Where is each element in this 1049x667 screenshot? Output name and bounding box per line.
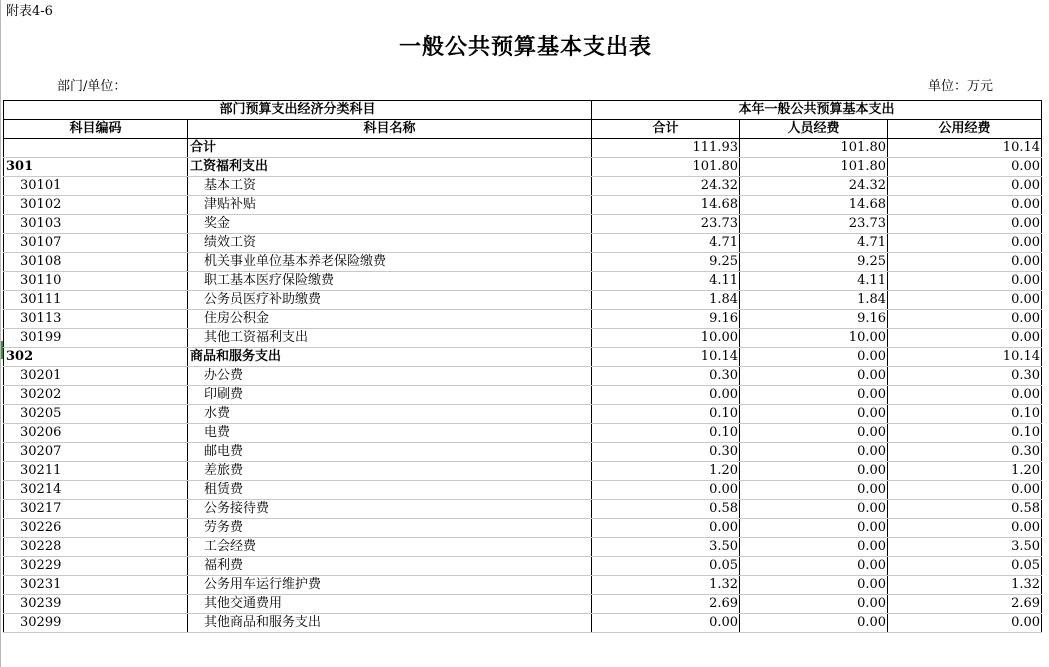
personnel-cell[interactable]: 0.00 (740, 481, 888, 500)
total-row (4, 139, 1042, 158)
personnel-cell[interactable]: 0.00 (740, 405, 888, 424)
total-cell[interactable]: 0.00 (592, 386, 740, 405)
attachment-number: 附表4-6 (6, 4, 53, 19)
personnel-cell[interactable]: 0.00 (740, 538, 888, 557)
personnel-cell[interactable]: 0.00 (740, 386, 888, 405)
code-cell[interactable]: 30107 (4, 234, 188, 253)
personnel-cell[interactable]: 0.00 (740, 424, 888, 443)
name-cell[interactable]: 基本工资 (188, 177, 592, 196)
total-amount-cell[interactable]: 111.93 (592, 139, 740, 158)
name-cell[interactable]: 住房公积金 (188, 310, 592, 329)
table-row (4, 234, 1042, 253)
public-cell[interactable]: 0.30 (888, 367, 1042, 386)
public-cell[interactable]: 0.00 (888, 253, 1042, 272)
code-cell[interactable]: 30111 (4, 291, 188, 310)
name-cell[interactable]: 公务接待费 (188, 500, 592, 519)
public-cell[interactable]: 0.05 (888, 557, 1042, 576)
header-group-basic-expenditure: 本年一般公共预算基本支出 (592, 101, 1042, 120)
total-cell[interactable]: 1.20 (592, 462, 740, 481)
total-cell[interactable]: 0.58 (592, 500, 740, 519)
code-cell[interactable]: 302 (4, 348, 188, 367)
code-cell[interactable]: 30110 (4, 272, 188, 291)
name-cell[interactable]: 租赁费 (188, 481, 592, 500)
total-cell[interactable]: 23.73 (592, 215, 740, 234)
table-row (4, 348, 1042, 367)
personnel-cell[interactable]: 0.00 (740, 348, 888, 367)
table-row (4, 386, 1042, 405)
table-row (4, 481, 1042, 500)
personnel-cell[interactable]: 0.00 (740, 443, 888, 462)
public-cell[interactable]: 1.32 (888, 576, 1042, 595)
code-cell[interactable]: 30239 (4, 595, 188, 614)
table-row (4, 177, 1042, 196)
personnel-cell[interactable]: 4.11 (740, 272, 888, 291)
code-cell[interactable]: 30231 (4, 576, 188, 595)
name-cell[interactable]: 办公费 (188, 367, 592, 386)
table-row (4, 500, 1042, 519)
personnel-cell[interactable]: 101.80 (740, 158, 888, 177)
budget-table (3, 100, 1042, 633)
public-cell[interactable]: 0.00 (888, 519, 1042, 538)
name-cell[interactable]: 公务员医疗补助缴费 (188, 291, 592, 310)
personnel-cell[interactable]: 0.00 (740, 519, 888, 538)
table-row (4, 462, 1042, 481)
code-cell[interactable]: 30207 (4, 443, 188, 462)
public-cell[interactable]: 2.69 (888, 595, 1042, 614)
code-cell[interactable]: 30201 (4, 367, 188, 386)
public-cell[interactable]: 0.00 (888, 215, 1042, 234)
table-row (4, 576, 1042, 595)
name-cell[interactable]: 奖金 (188, 215, 592, 234)
name-cell[interactable]: 商品和服务支出 (188, 348, 592, 367)
personnel-cell[interactable]: 0.00 (740, 576, 888, 595)
code-cell[interactable]: 30205 (4, 405, 188, 424)
total-cell[interactable]: 4.71 (592, 234, 740, 253)
table-row (4, 272, 1042, 291)
name-cell[interactable]: 津贴补贴 (188, 196, 592, 215)
code-cell[interactable]: 30206 (4, 424, 188, 443)
public-cell[interactable]: 0.00 (888, 272, 1042, 291)
table-row (4, 291, 1042, 310)
unit-label: 单位：万元 (928, 79, 994, 94)
personnel-cell[interactable]: 9.25 (740, 253, 888, 272)
public-cell[interactable]: 3.50 (888, 538, 1042, 557)
total-name-cell[interactable]: 合计 (188, 139, 592, 158)
public-cell[interactable]: 0.30 (888, 443, 1042, 462)
public-cell[interactable]: 0.10 (888, 424, 1042, 443)
code-cell[interactable]: 30113 (4, 310, 188, 329)
total-cell[interactable]: 0.00 (592, 481, 740, 500)
code-cell[interactable]: 30217 (4, 500, 188, 519)
name-cell[interactable]: 绩效工资 (188, 234, 592, 253)
total-cell[interactable]: 24.32 (592, 177, 740, 196)
code-cell[interactable]: 30202 (4, 386, 188, 405)
code-cell[interactable]: 30299 (4, 614, 188, 633)
public-cell[interactable]: 0.00 (888, 310, 1042, 329)
personnel-cell[interactable]: 9.16 (740, 310, 888, 329)
total-public-cell[interactable]: 10.14 (888, 139, 1042, 158)
column-header-total: 合计 (592, 120, 740, 139)
table-row (4, 158, 1042, 177)
name-cell[interactable]: 邮电费 (188, 443, 592, 462)
name-cell[interactable]: 工资福利支出 (188, 158, 592, 177)
public-cell[interactable]: 0.10 (888, 405, 1042, 424)
table-row (4, 215, 1042, 234)
public-cell[interactable]: 1.20 (888, 462, 1042, 481)
total-cell[interactable]: 2.69 (592, 595, 740, 614)
total-cell[interactable]: 10.00 (592, 329, 740, 348)
name-cell[interactable]: 水费 (188, 405, 592, 424)
total-cell[interactable]: 0.00 (592, 519, 740, 538)
table-row (4, 443, 1042, 462)
personnel-cell[interactable]: 4.71 (740, 234, 888, 253)
public-cell[interactable]: 0.00 (888, 291, 1042, 310)
column-header-code: 科目编码 (4, 120, 188, 139)
name-cell[interactable]: 印刷费 (188, 386, 592, 405)
total-cell[interactable]: 0.05 (592, 557, 740, 576)
public-cell[interactable]: 0.00 (888, 329, 1042, 348)
column-header-public: 公用经费 (888, 120, 1042, 139)
code-cell[interactable]: 30226 (4, 519, 188, 538)
personnel-cell[interactable]: 0.00 (740, 500, 888, 519)
total-cell[interactable]: 9.16 (592, 310, 740, 329)
table-row (4, 595, 1042, 614)
code-cell[interactable]: 30103 (4, 215, 188, 234)
personnel-cell[interactable]: 0.00 (740, 595, 888, 614)
total-personnel-cell[interactable]: 101.80 (740, 139, 888, 158)
total-cell[interactable]: 0.00 (592, 614, 740, 633)
public-cell[interactable]: 0.00 (888, 158, 1042, 177)
total-cell[interactable]: 10.14 (592, 348, 740, 367)
code-cell[interactable]: 30214 (4, 481, 188, 500)
table-row (4, 519, 1042, 538)
header-group-economic-classification: 部门预算支出经济分类科目 (4, 101, 592, 120)
name-cell[interactable]: 差旅费 (188, 462, 592, 481)
column-header-personnel: 人员经费 (740, 120, 888, 139)
name-cell[interactable]: 职工基本医疗保险缴费 (188, 272, 592, 291)
code-cell[interactable]: 30108 (4, 253, 188, 272)
public-cell[interactable]: 10.14 (888, 348, 1042, 367)
table-row (4, 405, 1042, 424)
total-code-cell[interactable] (4, 139, 188, 158)
name-cell[interactable]: 机关事业单位基本养老保险缴费 (188, 253, 592, 272)
table-body (4, 139, 1042, 633)
column-header-name: 科目名称 (188, 120, 592, 139)
name-cell[interactable]: 公务用车运行维护费 (188, 576, 592, 595)
code-cell[interactable]: 30229 (4, 557, 188, 576)
name-cell[interactable]: 劳务费 (188, 519, 592, 538)
public-cell[interactable]: 0.58 (888, 500, 1042, 519)
public-cell[interactable]: 0.00 (888, 196, 1042, 215)
total-cell[interactable]: 4.11 (592, 272, 740, 291)
personnel-cell[interactable]: 0.00 (740, 614, 888, 633)
total-cell[interactable]: 0.30 (592, 367, 740, 386)
personnel-cell[interactable]: 23.73 (740, 215, 888, 234)
total-cell[interactable]: 1.84 (592, 291, 740, 310)
total-cell[interactable]: 1.32 (592, 576, 740, 595)
public-cell[interactable]: 0.00 (888, 234, 1042, 253)
table-row (4, 614, 1042, 633)
name-cell[interactable]: 其他交通费用 (188, 595, 592, 614)
personnel-cell[interactable]: 10.00 (740, 329, 888, 348)
table-row (4, 557, 1042, 576)
personnel-cell[interactable]: 1.84 (740, 291, 888, 310)
total-cell[interactable]: 14.68 (592, 196, 740, 215)
name-cell[interactable]: 工会经费 (188, 538, 592, 557)
personnel-cell[interactable]: 0.00 (740, 367, 888, 386)
code-cell[interactable]: 30199 (4, 329, 188, 348)
name-cell[interactable]: 电费 (188, 424, 592, 443)
table-row (4, 329, 1042, 348)
code-cell[interactable]: 301 (4, 158, 188, 177)
code-cell[interactable]: 30211 (4, 462, 188, 481)
table-row (4, 196, 1042, 215)
code-cell[interactable]: 30101 (4, 177, 188, 196)
table-row (4, 367, 1042, 386)
personnel-cell[interactable]: 14.68 (740, 196, 888, 215)
public-cell[interactable]: 0.00 (888, 614, 1042, 633)
total-cell[interactable]: 3.50 (592, 538, 740, 557)
personnel-cell[interactable]: 24.32 (740, 177, 888, 196)
table-row (4, 310, 1042, 329)
name-cell[interactable]: 其他商品和服务支出 (188, 614, 592, 633)
page-title: 一般公共预算基本支出表 (398, 34, 652, 60)
table-row (4, 424, 1042, 443)
total-cell[interactable]: 0.10 (592, 405, 740, 424)
total-cell[interactable]: 0.10 (592, 424, 740, 443)
public-cell[interactable]: 0.00 (888, 386, 1042, 405)
table-row (4, 538, 1042, 557)
name-cell[interactable]: 其他工资福利支出 (188, 329, 592, 348)
total-cell[interactable]: 0.30 (592, 443, 740, 462)
total-cell[interactable]: 9.25 (592, 253, 740, 272)
code-cell[interactable]: 30102 (4, 196, 188, 215)
personnel-cell[interactable]: 0.00 (740, 557, 888, 576)
personnel-cell[interactable]: 0.00 (740, 462, 888, 481)
total-cell[interactable]: 101.80 (592, 158, 740, 177)
public-cell[interactable]: 0.00 (888, 481, 1042, 500)
code-cell[interactable]: 30228 (4, 538, 188, 557)
public-cell[interactable]: 0.00 (888, 177, 1042, 196)
name-cell[interactable]: 福利费 (188, 557, 592, 576)
department-label: 部门/单位： (57, 79, 127, 94)
table-row (4, 253, 1042, 272)
